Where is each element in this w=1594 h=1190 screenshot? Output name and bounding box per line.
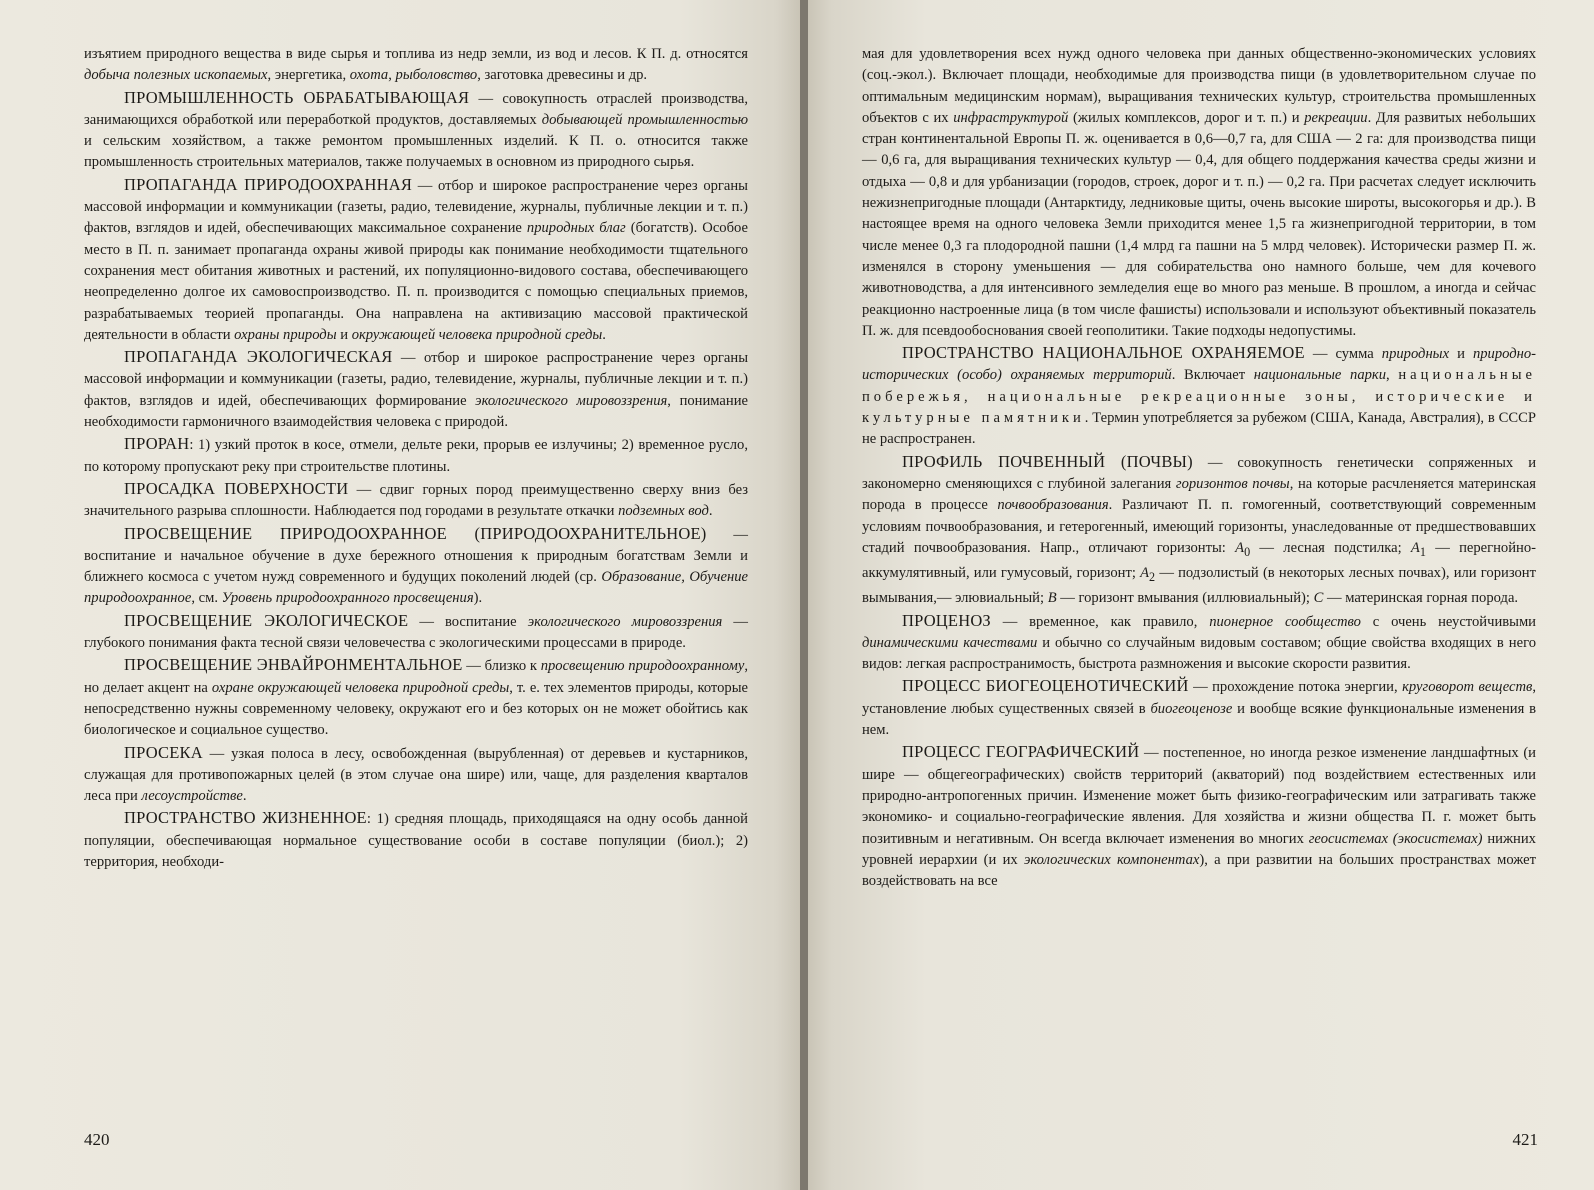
right-page — [808, 0, 1594, 1190]
entry-continuation: мая для удовлетворения всех нужд одного человека при данных общественно-экономических условиях (соц.-экол.). Включает площади, необходимые для производства пищи (в удовлетворительном случае по оптимальным медицинским нормам), выращивания технических культур, строительства промышленных объектов с их инфраструктурой (жилых комплексов, дорог и т. п.) и рекреации. Для развитых небольших стран континентальной Европы П. ж. оценивается в 0,6—0,7 га, для США — 2 га: для производства пищи — 0,6 га, для выращивания технических культур — 0,4, для общего поддержания качества среды жизни и отдыха — 0,8 и для урбанизации (городов, строек, дорог и т. п.) — 0,2 га. При расчетах следует исключить нежизнепригодные площади (Антарктиду, ледниковые щиты, очень высокие широты, высокогорья и др.). В настоящее время на одного человека Земли приходится менее 1,5 га жизнепригодной территории, в том числе менее 0,3 га плодородной пашни (1,4 млрд га пашни на 5 млрд человек). Исторически размер П. ж. изменялся в сторону уменьшения — для собирательства оно намного больше, чем для кочевого животноводства, а для интенсивного земледелия еще во много раз меньше. В прошлом, а иногда и сейчас реакционно настроенные лица (в том числе фашисты) использовали и используют объективный показатель П. ж. для псевдообоснования своей геополитики. Такие подходы недопустимы. — [862, 46, 1536, 339]
dictionary-entry: ПРОРАН: 1) узкий проток в косе, отмели, дельте реки, прорыв ее излучины; 2) временное русло, по которому пропускают реку при строительстве плотины. — [84, 434, 748, 475]
dictionary-entry: ПРОПАГАНДА ЭКОЛОГИЧЕСКАЯ — отбор и широкое распространение через органы массовой информации и коммуникации (газеты, радио, телевидение, журналы, публичные лекции и т. п.) фактов, взглядов и идей, обеспечивающих формирование экологического мировоззрения, понимание необходимости гармоничного взаимодействия человека с природой. — [84, 347, 749, 431]
dictionary-entry: ПРОСАДКА ПОВЕРХНОСТИ — сдвиг горных пород преимущественно сверху вниз без значительного разрыва сплошности. Наблюдается под городами в результате откачки подземных вод. — [84, 478, 748, 520]
dictionary-entry: ПРОСЕКА — узкая полоса в лесу, освобожденная (вырубленная) от деревьев и кустарников, служащая для противопожарных целей (в этом случае она шире) или, чаще, для разделения кварталов леса при лесоустройстве. — [84, 742, 748, 805]
page-number-right: 421 — [1512, 1130, 1538, 1149]
page-number-left: 420 — [84, 1130, 110, 1149]
entry-continuation: изъятием природного вещества в виде сырья и топлива из недр земли, из вод и лесов. К П. д. относятся добыча полезных ископаемых, энергетика, охота, рыболовство, заготовка древесины и др. — [84, 46, 748, 84]
dictionary-entry: ПРОСВЕЩЕНИЕ ПРИРОДООХРАННОЕ (ПРИРОДООХРАНИТЕЛЬНОЕ) — воспитание и начальное обучение в духе бережного отношения к природным богатствам Земли и ближнего космоса с учетом нужд современного и будущих поколений людей (ср. Образование, Обучение природоохранное, см. Уровень природоохранного просвещения). — [84, 523, 749, 607]
dictionary-entry: ПРОСВЕЩЕНИЕ ЭНВАЙРОНМЕНТАЛЬНОЕ — близко к просвещению природоохранному, но делает акцент на охране окружающей человека природной среды, т. е. тех элементов природы, которые непосредственно нужны современному человеку, окружают его и без которых он не может обойтись как биологическое и социальное существо. — [84, 655, 748, 739]
dictionary-entry: ПРОСТРАНСТВО ЖИЗНЕННОЕ: 1) средняя площадь, приходящаяся на одну особь данной популяции, обеспечивающая нормальное существование особи в составе популяции (биол.); 2) территория, необходи- — [84, 808, 748, 870]
dictionary-entry: ПРОПАГАНДА ПРИРОДООХРАННАЯ — отбор и широкое распространение через органы массовой информации и коммуникации (газеты, радио, телевидение, журналы, публичные лекции и т. п.) фактов, взглядов и идей, обеспечивающих максимальное сохранение природных благ (богатств). Особое место в П. п. занимает пропаганда охраны живой природы как понимание необходимости тщательного сохранения мест обитания животных и растений, их популяционно-видового состава, обеспечивающего неопределенно долгое их самовоспроизводство. П. п. производится с помощью специальных приемов, разрабатываемых теорией пропаганды. Она направлена на активизацию массовой практической деятельности в области охраны природы и окружающей человека природной среды. — [84, 174, 748, 343]
left-page-text — [84, 44, 748, 873]
dictionary-entry: ПРОФИЛЬ ПОЧВЕННЫЙ (ПОЧВЫ) — совокупность генетически сопряженных и закономерно сменяющихся с глубиной залегания горизонтов почвы, на которые расчленяется материнская порода в процессе почвообразования. Различают П. п. гомогенный, соответствующий современным условиям почвообразования, и гетерогенный, имеющий горизонты, унаследованные от предшествовавших стадий почвообразования. Напр., отличают горизонты: $A_0$ — лесная подстилка; $A_1$ — перегнойно-аккумулятивный, или гумусовый, горизонт; $A_2$ — подзолистый (в некоторых лесных почвах), или горизонт вымывания,— элювиальный; B — горизонт вмывания (иллювиальный); C — материнская горная порода. — [862, 451, 1537, 607]
dictionary-entry: ПРОМЫШЛЕННОСТЬ ОБРАБАТЫВАЮЩАЯ — совокупность отраслей производства, занимающихся обработкой или переработкой продуктов, доставляемых добывающей промышленностью и сельским хозяйством, а также ремонтом промышленных изделий. К П. о. относится также промышленность строительных материалов, также получаемых в основном из природного сырья. — [84, 87, 749, 171]
dictionary-entry: ПРОЦЕНОЗ — временное, как правило, пионерное сообщество с очень неустойчивыми динамическими качествами и обычно со случайным видовым составом; общие свойства входящих в него видов: легкая распространимость, быстрота размножения и высокие скорости развития. — [862, 610, 1536, 673]
right-page-text — [862, 44, 1536, 892]
dictionary-entry: ПРОЦЕСС БИОГЕОЦЕНОТИЧЕСКИЙ — прохождение потока энергии, круговорот веществ, установление любых существенных связей в биогеоценозе и вообще всякие функциональные изменения в нем. — [862, 676, 1537, 739]
dictionary-entry: ПРОЦЕСС ГЕОГРАФИЧЕСКИЙ — постепенное, но иногда резкое изменение ландшафтных (и шире — общегеографических) свойств территорий (акваторий) под воздействием естественных или природно-антропогенных причин. Изменение может быть физико-географическим или затрагивать также экономико- и социально-географические явления. Для хозяйства и жизни общества П. г. может быть позитивным и негативным. Он всегда включает изменения во многих геосистемах (экосистемах) нижних уровней иерархии (и их экологических компонентах), а при развитии на больших пространствах может воздействовать на все — [862, 742, 1537, 890]
dictionary-entry: ПРОСТРАНСТВО НАЦИОНАЛЬНОЕ ОХРАНЯЕМОЕ — сумма природных и природно-исторических (особо) охраняемых территорий. Включает национальные парки, национальные побережья, национальные рекреационные зоны, исторические и культурные памятники. Термин употребляется за рубежом (США, Канада, Австралия), в СССР не распространен. — [862, 343, 1537, 448]
book-gutter — [800, 0, 808, 1190]
dictionary-entry: ПРОСВЕЩЕНИЕ ЭКОЛОГИЧЕСКОЕ — воспитание экологического мировоззрения — глубокого понимания факта тесной связи человечества с экологическими процессами в природе. — [84, 610, 748, 652]
